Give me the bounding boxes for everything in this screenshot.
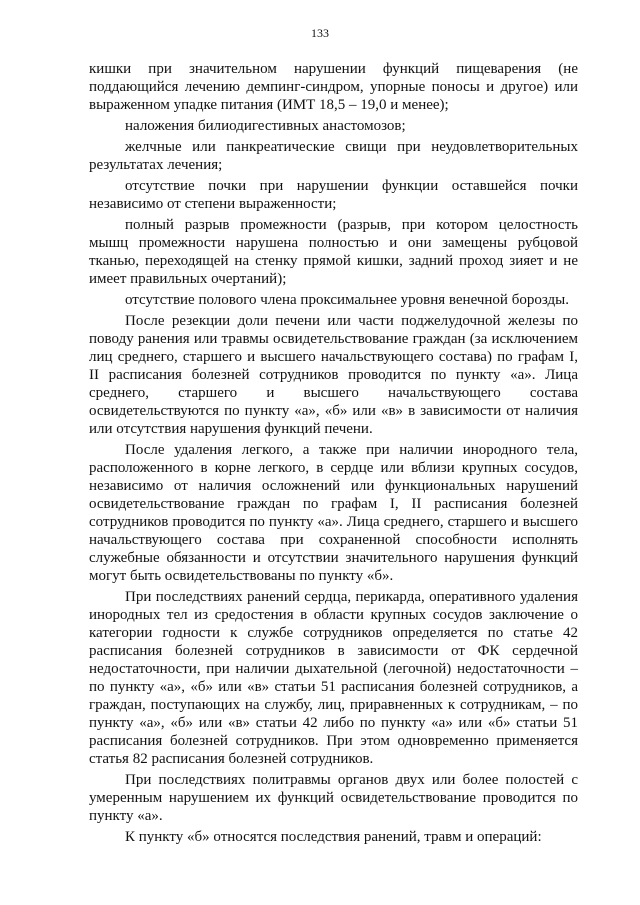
document-body bbox=[89, 60, 578, 849]
paragraph-9: При последствиях ранений сердца, перикарда, оперативного удаления инородных тел из средостения в области крупных сосудов заключение о категории годности к службе сотрудников определяется по статье 42 расписания болезней сотрудников в зависимости от ФК сердечной недостаточности, при наличии дыхательной (легочной) недостаточности – по пункту «а», «б» или «в» статьи 51 расписания болезней сотрудников, а граждан, поступающих на службу, лиц, приравненных к сотрудникам, – по пункту «а», «б» или «в» статьи 42 либо по пункту «а» или «б» статьи 51 расписания болезней сотрудников. При этом одновременно применяется статья 82 расписания болезней сотрудников. bbox=[89, 589, 578, 767]
paragraph-4: отсутствие почки при нарушении функции оставшейся почки независимо от степени выраженности; bbox=[89, 178, 578, 212]
paragraph-11: К пункту «б» относятся последствия ранений, травм и операций: bbox=[125, 829, 542, 845]
paragraph-1: кишки при значительном нарушении функций пищеварения (не поддающийся лечению демпинг-синдром, упорные поносы и другое) или выраженном упадке питания (ИМТ 18,5 – 19,0 и менее); bbox=[89, 61, 578, 113]
paragraph-5: полный разрыв промежности (разрыв, при котором целостность мышц промежности нарушена полностью и они замещены рубцовой тканью, переходящей на стенку прямой кишки, задний проход зияет и не имеет правильных очертаний); bbox=[89, 217, 578, 287]
page-number: 133 bbox=[311, 26, 329, 40]
paragraph-8: После удаления легкого, а также при наличии инородного тела, расположенного в корне легкого, в сердце или вблизи крупных сосудов, независимо от наличия осложнений или функциональных нарушений освидетельствование граждан по графам I, II расписания болезней сотрудников проводится по пункту «а». Лица среднего, старшего и высшего начальствующего состава при сохраненной способности исполнять служебные обязанности и отсутствии значительного нарушения функций могут быть освидетельствованы по пункту «б». bbox=[89, 442, 578, 584]
paragraph-2: наложения билиодигестивных анастомозов; bbox=[125, 118, 406, 134]
paragraph-10: При последствиях политравмы органов двух или более полостей с умеренным нарушением их функций освидетельствование проводится по пункту «а». bbox=[89, 772, 578, 824]
paragraph-3: желчные или панкреатические свищи при неудовлетворительных результатах лечения; bbox=[89, 139, 578, 173]
paragraph-7: После резекции доли печени или части поджелудочной железы по поводу ранения или травмы освидетельствование граждан (за исключением лиц среднего, старшего и высшего начальствующего состава) по графам I, II расписания болезней сотрудников проводится по пункту «а». Лица среднего, старшего и высшего начальствующего состава освидетельствуются по пункту «а», «б» или «в» в зависимости от наличия или отсутствия нарушения функций печени. bbox=[89, 313, 578, 437]
paragraph-6: отсутствие полового члена проксимальнее уровня венечной борозды. bbox=[125, 292, 569, 308]
